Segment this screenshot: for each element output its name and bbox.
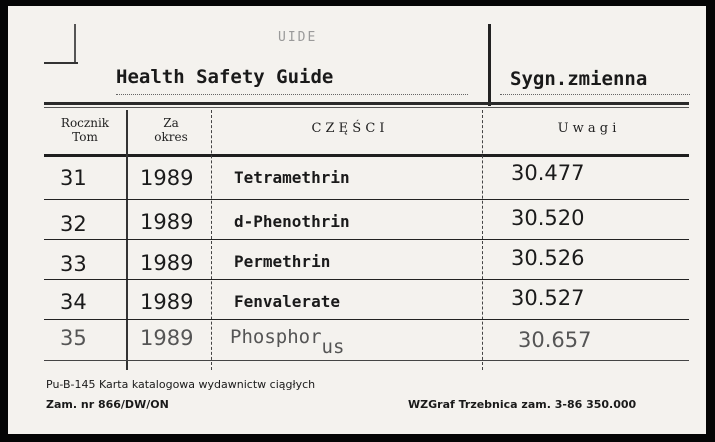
divider-parts-notes [482, 110, 483, 370]
row-part: Tetramethrin [234, 168, 350, 187]
row-note: 30.526 [511, 246, 585, 270]
header-bottom-rule-thin [44, 107, 689, 108]
row-note: 30.527 [511, 286, 585, 310]
row-year: 1989 [140, 290, 194, 314]
header-bottom-rule [44, 102, 689, 105]
signature-divider [488, 24, 491, 106]
row-part: Permethrin [234, 252, 331, 271]
row-part-main: Phosphor [230, 326, 322, 348]
header-left-mark [74, 24, 76, 62]
footer-form-line: Pu-B-145 Karta katalogowa wydawnictw ciągłych [46, 378, 316, 391]
card-title: Health Safety Guide [116, 66, 334, 88]
title-dotted-rule [116, 94, 468, 95]
column-header-volume [44, 116, 126, 144]
catalog-card [8, 6, 706, 434]
row-rule [44, 319, 689, 320]
divider-volume-period [126, 110, 128, 370]
row-note: 30.520 [511, 206, 585, 230]
column-header-parts: C Z Ę Ś C I [311, 121, 385, 136]
column-header-period [132, 116, 210, 144]
faint-header-text: UIDE [278, 30, 318, 45]
row-part: Fenvalerate [234, 292, 340, 311]
row-volume: 33 [60, 252, 87, 276]
row-part: d-Phenothrin [234, 212, 350, 231]
row-rule [44, 279, 689, 280]
row-rule [44, 239, 689, 240]
footer-order-line: Zam. nr 866/DW/ON [46, 398, 169, 411]
column-header-volume-line2: Tom [72, 130, 98, 144]
row-volume: 32 [60, 212, 87, 236]
column-header-volume-line1: Rocznik [60, 116, 110, 130]
row-volume: 31 [60, 166, 87, 190]
column-header-notes: U w a g i [557, 121, 617, 136]
signature-dotted-rule [500, 94, 690, 95]
row-year: 1989 [140, 210, 194, 234]
row-rule [44, 360, 689, 361]
column-header-rule [44, 154, 689, 157]
column-header-period-line2: okres [154, 130, 188, 144]
row-year: 1989 [140, 326, 194, 350]
row-note: 30.657 [518, 328, 592, 352]
row-volume: 34 [60, 290, 87, 314]
row-rule [44, 199, 689, 200]
row-year: 1989 [140, 251, 194, 275]
row-part [230, 326, 345, 358]
column-header-period-line1: Za [163, 116, 179, 130]
row-year: 1989 [140, 166, 194, 190]
footer-printer-line: WZGraf Trzebnica zam. 3-86 350.000 [408, 398, 637, 411]
row-note: 30.477 [511, 161, 585, 185]
header-left-underline [44, 62, 78, 64]
row-part-suffix: us [321, 336, 345, 358]
row-volume: 35 [60, 326, 87, 350]
divider-period-parts [211, 110, 212, 370]
signature-label: Sygn.zmienna [510, 68, 648, 90]
